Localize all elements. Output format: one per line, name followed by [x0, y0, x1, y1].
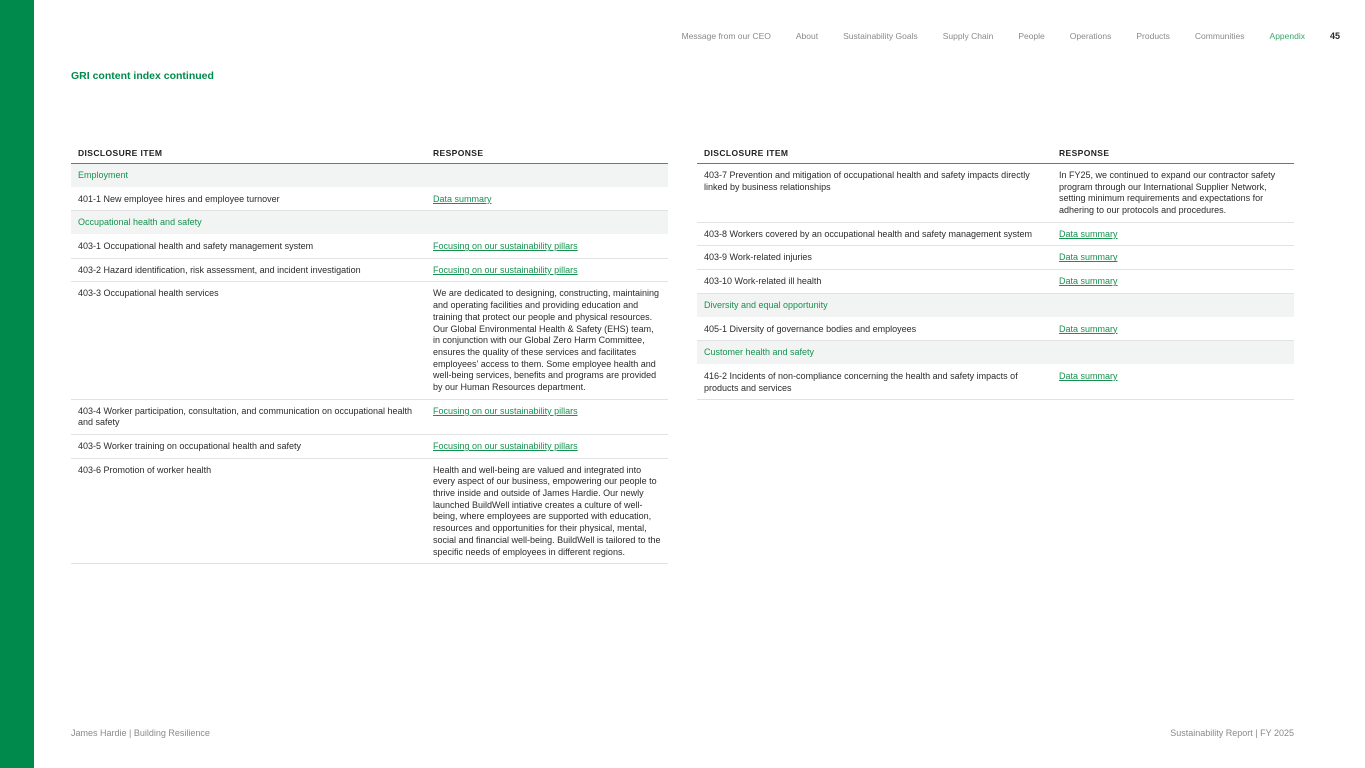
response-cell [1052, 222, 1294, 246]
response-link[interactable]: Data summary [1059, 370, 1118, 381]
response-cell [1052, 364, 1294, 399]
disclosure-item: 403-4 Worker participation, consultation, and communication on occupational health and safety [71, 399, 426, 434]
brand-side-bar [0, 0, 34, 768]
response-link[interactable]: Focusing on our sustainability pillars [433, 241, 578, 252]
disclosure-item: 403-8 Workers covered by an occupational health and safety management system [697, 222, 1052, 246]
response-link[interactable]: Data summary [1059, 323, 1118, 334]
disclosure-item: 416-2 Incidents of non-compliance concerning the health and safety impacts of products and services [697, 364, 1052, 399]
footer-report-title: Sustainability Report | FY 2025 [1170, 728, 1294, 738]
nav-link-message-from-our-ceo[interactable]: Message from our CEO [681, 31, 771, 41]
nav-link-communities[interactable]: Communities [1194, 31, 1245, 41]
response-link[interactable]: Data summary [433, 193, 492, 204]
table-row [697, 317, 1294, 341]
category-label: Employment [71, 164, 668, 188]
disclosure-item: 401-1 New employee hires and employee turnover [71, 187, 426, 211]
disclosure-item: 403-9 Work-related injuries [697, 246, 1052, 270]
response-cell: In FY25, we continued to expand our contractor safety program through our International Supplier Network, setting minimum requirements and expectations for adhering to our protocols and procedures. [1052, 164, 1294, 223]
table-row [697, 164, 1294, 223]
table-row [71, 399, 668, 434]
response-cell [426, 399, 668, 434]
nav-link-products[interactable]: Products [1136, 31, 1170, 41]
table-row [71, 235, 668, 259]
response-cell [426, 435, 668, 459]
table-row [697, 246, 1294, 270]
category-label: Diversity and equal opportunity [697, 293, 1294, 317]
disclosure-item: 403-3 Occupational health services [71, 282, 426, 399]
column-header-disclosure: DISCLOSURE ITEM [697, 143, 1052, 164]
column-header-disclosure: DISCLOSURE ITEM [71, 143, 426, 164]
table-row [71, 258, 668, 282]
response-cell: Health and well-being are valued and integrated into every aspect of our business, empowering our people to thrive inside and outside of James Hardie. Our newly launched BuildWell intiative creates a culture of well-being, where employees are supported with education, resources and opportunities for their physical, mental, social and financial well-being. BuildWell is tailored to the specific needs of employees in different regions. [426, 458, 668, 564]
response-link[interactable]: Focusing on our sustainability pillars [433, 405, 578, 416]
gri-table-right [697, 143, 1294, 400]
response-link[interactable]: Data summary [1059, 252, 1118, 263]
table-row [71, 282, 668, 399]
table-row [697, 364, 1294, 399]
category-row [71, 211, 668, 235]
table-row [71, 187, 668, 211]
table-header-row [71, 143, 668, 164]
table-row [71, 435, 668, 459]
response-cell [1052, 246, 1294, 270]
nav-link-supply-chain[interactable]: Supply Chain [942, 31, 994, 41]
response-link[interactable]: Data summary [1059, 276, 1118, 287]
response-cell [1052, 270, 1294, 294]
table-header-row [697, 143, 1294, 164]
disclosure-item: 403-2 Hazard identification, risk assessment, and incident investigation [71, 258, 426, 282]
table-row [697, 270, 1294, 294]
disclosure-item: 405-1 Diversity of governance bodies and employees [697, 317, 1052, 341]
category-row [71, 164, 668, 188]
category-label: Customer health and safety [697, 341, 1294, 365]
category-row [697, 293, 1294, 317]
column-header-response: RESPONSE [426, 143, 668, 164]
category-label: Occupational health and safety [71, 211, 668, 235]
nav-link-people[interactable]: People [1018, 31, 1045, 41]
nav-link-sustainability-goals[interactable]: Sustainability Goals [843, 31, 918, 41]
category-row [697, 341, 1294, 365]
disclosure-item: 403-7 Prevention and mitigation of occupational health and safety impacts directly linked by business relationships [697, 164, 1052, 223]
disclosure-item: 403-6 Promotion of worker health [71, 458, 426, 564]
column-header-response: RESPONSE [1052, 143, 1294, 164]
response-cell [1052, 317, 1294, 341]
response-link[interactable]: Focusing on our sustainability pillars [433, 441, 578, 452]
disclosure-item: 403-5 Worker training on occupational health and safety [71, 435, 426, 459]
nav-link-appendix[interactable]: Appendix [1269, 31, 1305, 41]
disclosure-item: 403-1 Occupational health and safety management system [71, 235, 426, 259]
table-row [71, 458, 668, 564]
response-cell: We are dedicated to designing, constructing, maintaining and operating facilities and providing education and training that protect our people and physical resources. Our Global Environmental Health & Safety (EHS) team, in conjunction with our Global Zero Harm Committee, ensures the quality of these services and facilitates employees’ access to them. Some employee health and well-being services, benefits and programs are provided by our Human Resources department. [426, 282, 668, 399]
footer-company: James Hardie | Building Resilience [71, 728, 210, 738]
nav-link-about[interactable]: About [795, 31, 819, 41]
response-cell [426, 258, 668, 282]
disclosure-item: 403-10 Work-related ill health [697, 270, 1052, 294]
gri-table-left [71, 143, 668, 564]
page-number: 45 [1329, 31, 1340, 41]
response-cell [426, 187, 668, 211]
response-link[interactable]: Focusing on our sustainability pillars [433, 264, 578, 275]
page-title: GRI content index continued [71, 70, 214, 82]
response-link[interactable]: Data summary [1059, 228, 1118, 239]
response-cell [426, 235, 668, 259]
top-navigation [640, 31, 1340, 41]
table-row [697, 222, 1294, 246]
nav-link-operations[interactable]: Operations [1069, 31, 1112, 41]
